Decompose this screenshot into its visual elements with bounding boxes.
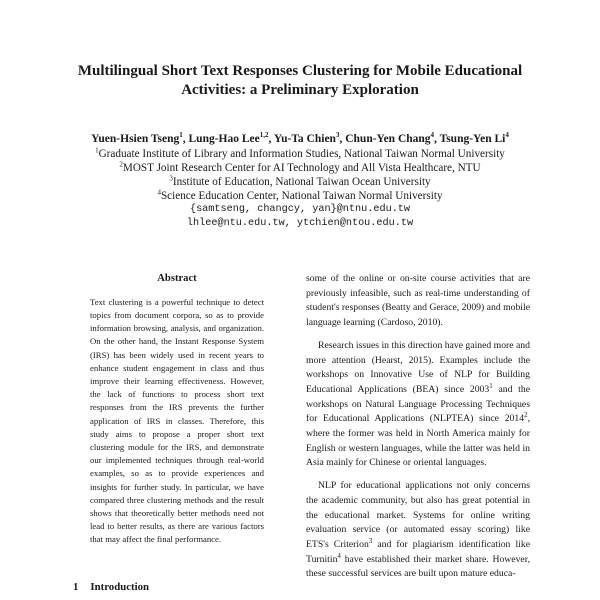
paragraph: NLP for educational applications not only concerns the academic community, but also has great potential in the educational market. Systems for online writing evaluation service (or automated essay scoring) like ETS's Criterion$^3$ and for plagiarism identification like Turnitin$^4$ have established their market share. However, these successful services are built upon mature educa-: [306, 480, 531, 580]
author-name: Yu-Ta Chien: [273, 133, 336, 145]
author-aff: 1: [179, 131, 183, 140]
affiliation: $^4$Science Education Center, National Taiwan Normal University: [157, 188, 443, 202]
author-aff: 1,2: [259, 131, 269, 140]
abstract-column: [90, 272, 264, 547]
affiliation: $^1$Graduate Institute of Library and Information Studies, National Taiwan Normal University: [95, 146, 505, 160]
section-title: Introduction: [90, 581, 150, 593]
abstract-heading: Abstract: [157, 273, 197, 284]
author-aff: 4: [505, 131, 509, 140]
section-number: 1: [73, 581, 79, 593]
footnote-marker[interactable]: 3: [368, 536, 373, 545]
paragraph: Research issues in this direction have gained more and more attention (Hearst, 2015). Examples include the workshops on Innovative Use of NLP for Building Educational Applications (BEA) since 2003$^1$ and the workshops on Natural Language Processing Techniques for Educational Applications (NLPTEA) since 2014$^2$, where the former was held in North America mainly for English or western languages, while the latter was held in Asia mainly for Chinese or oriental languages.: [306, 339, 530, 469]
author-block: [30, 132, 570, 231]
author-name: Tsung-Yen Li: [439, 133, 506, 145]
author-name: Lung-Hao Lee: [188, 133, 260, 145]
author-aff: 4: [430, 131, 435, 140]
author-name: Chun-Yen Chang: [345, 133, 431, 145]
affiliation: $^2$MOST Joint Research Center for AI Technology and All Vista Healthcare, NTU: [119, 160, 481, 174]
title-line-2: Activities: a Preliminary Exploration: [181, 82, 419, 98]
paragraph: some of the online or on-site course activities that are previously infeasible, such as real-time understanding of student's responses (Beatty and Gerace, 2009) and mobile language learning (Cardoso, 2010).: [306, 273, 530, 329]
author-name: Yuen-Hsien Tseng: [91, 133, 180, 145]
right-column: [306, 272, 530, 590]
affiliation: $^3$Institute of Education, National Taiwan Ocean University: [169, 174, 431, 188]
email-line[interactable]: lhlee@ntu.edu.tw, ytchien@ntou.edu.tw: [186, 218, 414, 229]
section-heading-introduction: [73, 581, 149, 593]
footnote-marker[interactable]: 4: [337, 551, 341, 560]
paper-title: [40, 62, 560, 100]
email-line[interactable]: {samtseng, changcy, yan}@ntnu.edu.tw: [189, 204, 411, 215]
footnote-marker[interactable]: 1: [489, 381, 493, 390]
title-line-1: Multilingual Short Text Responses Clustering for Mobile Educational: [77, 63, 523, 79]
footnote-marker[interactable]: 2: [524, 411, 528, 420]
abstract-text: Text clustering is a powerful technique to detect topics from document corpora, so as to provide information browsing, analysis, and organization. On the other hand, the Instant Response System (IRS) has been widely used in recent years to enhance student engagement in class and thus improve their learning effectiveness. However, the lack of functions to process short text responses from the IRS prevents the further application of IRS in classes. Therefore, this study aims to propose a proper short text clustering module for the IRS, and demonstrate our implemented techniques through real-world examples, so as to provide experiences and insights for further study. In particular, we have compared three clustering methods and the result shows that theoretically better methods need not lead to better results, as there are various factors that may affect the final performance.: [90, 296, 264, 545]
author-aff: 3: [335, 131, 340, 140]
author-names: Yuen-Hsien Tseng$^1$, Lung-Hao Lee$^{1,2}$, Yu-Ta Chien$^3$, Chun-Yen Chang$^4$, Tsung-Yen Li$^4$: [91, 131, 509, 145]
